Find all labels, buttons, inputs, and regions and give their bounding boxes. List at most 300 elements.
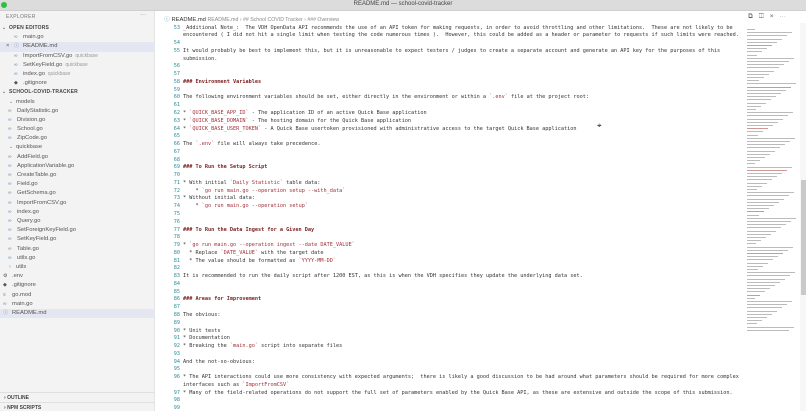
line-number: 70	[173, 172, 180, 179]
file-item[interactable]	[0, 226, 155, 235]
text-segment: *	[183, 117, 190, 124]
inline-code: `QUICK_BASE_APP_ID`	[189, 109, 249, 116]
text-segment: file will always take precedence.	[214, 141, 321, 148]
mouse-cursor: ⌖	[597, 121, 602, 130]
minimap-line	[747, 320, 762, 321]
text-segment: * Without initial data:	[183, 195, 255, 202]
file-name: ZipCode.go	[17, 135, 47, 142]
code-line[interactable]	[183, 227, 314, 235]
line-number: 82	[173, 265, 180, 272]
info-icon: ⓘ	[3, 309, 9, 316]
open-preview-icon[interactable]: ⧉	[748, 13, 759, 20]
markdown-heading: ### Areas for Improvement	[183, 296, 262, 303]
minimap-line	[747, 279, 785, 280]
go-icon: ∞	[8, 227, 12, 234]
line-number: 53	[173, 24, 180, 31]
file-item[interactable]	[0, 208, 155, 217]
file-item[interactable]	[0, 199, 155, 208]
line-number: 92	[173, 343, 180, 350]
minimap-line	[747, 35, 787, 36]
code-line[interactable]	[183, 195, 255, 203]
file-item[interactable]	[0, 125, 155, 134]
minimap-line	[747, 125, 773, 126]
line-number: 89	[173, 319, 180, 326]
npm-scripts-section[interactable]: › NPM SCRIPTS	[0, 402, 155, 412]
line-number	[156, 382, 180, 390]
text-segment: * The API interactions could use more consistency with expected arguments; there is likely a good discussion to be had around what parameters should be required for more complex	[183, 374, 739, 381]
open-editor-item[interactable]	[0, 61, 155, 70]
minimap-line	[747, 282, 780, 283]
line-number: 95	[173, 366, 180, 373]
code-editor[interactable]	[156, 23, 744, 411]
minimap-line	[747, 186, 762, 187]
file-item[interactable]	[0, 272, 155, 281]
open-editors-section[interactable]	[0, 24, 155, 33]
open-editor-item[interactable]	[0, 33, 155, 42]
chevron-down-icon: ⌄	[2, 25, 7, 31]
text-segment: The	[183, 141, 196, 148]
code-line[interactable]	[183, 164, 267, 172]
line-number: 69	[173, 164, 180, 171]
go-icon: ∞	[8, 181, 12, 188]
go-icon: ∞	[3, 300, 7, 307]
text-segment: - A Quick Base usertoken provisioned with administrative access to the target Quick Base application	[261, 125, 577, 132]
breadcrumb-file[interactable]: README.md	[207, 17, 239, 23]
minimap-line	[747, 234, 771, 235]
code-line[interactable]	[183, 328, 220, 336]
text-segment: * Replace	[183, 249, 221, 256]
minimap-line	[747, 112, 793, 113]
breadcrumb-section[interactable]: ## School COVID Tracker	[243, 17, 303, 23]
minimap-line	[747, 147, 780, 148]
minimap-line	[747, 221, 791, 222]
file-item[interactable]	[0, 217, 155, 226]
line-number: 99	[173, 405, 180, 411]
go-icon: ∞	[8, 162, 12, 169]
code-line[interactable]	[183, 335, 230, 343]
inline-code: `.env`	[195, 141, 215, 148]
text-segment: file at the project root:	[507, 94, 590, 101]
go-icon: ∞	[8, 153, 12, 160]
minimap-line	[747, 109, 756, 110]
file-name: README.md	[12, 309, 47, 316]
explorer-header: EXPLORER	[6, 14, 36, 20]
line-number: 75	[173, 210, 180, 217]
minimap-line	[747, 83, 796, 84]
minimap[interactable]	[744, 23, 798, 411]
file-item[interactable]	[0, 245, 155, 254]
minimap-line	[747, 67, 779, 68]
more-icon[interactable]: ⋯	[779, 13, 792, 20]
file-name: Query.go	[17, 217, 41, 224]
text-segment: script into separate files	[257, 343, 343, 350]
file-item[interactable]	[0, 300, 155, 309]
minimap-line	[747, 323, 757, 324]
text-segment: * With initial	[183, 179, 230, 186]
line-number: 60	[173, 94, 180, 101]
minimap-line	[747, 307, 782, 308]
inline-code: `YYYY-MM-DD`	[298, 257, 337, 264]
minimap-line	[747, 71, 774, 72]
code-line[interactable]	[183, 118, 411, 126]
minimap-line	[747, 154, 770, 155]
file-name: SetForeignKeyField.go	[17, 227, 76, 234]
inline-code: `go run main.go --operation ingest --date DATE_VALUE`	[189, 242, 355, 249]
text-segment: * Breaking the	[183, 343, 230, 350]
line-number: 61	[173, 102, 180, 109]
file-name: main.go	[23, 34, 44, 41]
file-item[interactable]	[0, 254, 155, 263]
file-name: Table.go	[17, 245, 39, 252]
text-segment: interfaces such as	[183, 381, 243, 388]
line-number: 85	[173, 288, 180, 295]
minimap-line	[747, 269, 758, 270]
code-line[interactable]	[183, 79, 261, 87]
code-line[interactable]	[183, 273, 583, 281]
npm-scripts-label: NPM SCRIPTS	[7, 405, 42, 411]
code-line[interactable]	[183, 343, 342, 351]
text-segment: * Unit tests	[183, 327, 221, 334]
line-number: 57	[173, 71, 180, 78]
inline-code: `QUICK_BASE_USER_TOKEN`	[189, 125, 262, 132]
markdown-heading: ### To Run the Data Ingest for a Given Day	[183, 226, 315, 233]
line-number: 58	[173, 78, 180, 85]
file-item[interactable]	[0, 180, 155, 189]
line-number: 72	[173, 187, 180, 194]
code-line[interactable]	[183, 203, 308, 211]
minimap-line	[747, 330, 789, 331]
file-name: README.md	[23, 43, 58, 50]
outline-section[interactable]: › OUTLINE	[0, 392, 155, 402]
go-icon: ∞	[8, 190, 12, 197]
minimap-line	[747, 189, 757, 190]
minimap-line	[747, 256, 778, 257]
git-icon: ◆	[3, 282, 7, 289]
line-number: 73	[173, 195, 180, 202]
minimap-line	[747, 99, 771, 100]
code-line[interactable]	[183, 126, 577, 134]
minimap-line	[747, 195, 789, 196]
minimap-line	[747, 218, 796, 219]
minimap-line	[747, 128, 768, 129]
line-number: 96	[173, 374, 180, 381]
code-line[interactable]	[183, 250, 324, 258]
folder-name: quickbase	[16, 144, 43, 151]
file-name: utils.go	[17, 254, 36, 261]
minimap-line	[747, 192, 794, 193]
minimap-line	[747, 163, 755, 164]
line-number: 55	[173, 47, 180, 54]
tab-readme[interactable]: README.md	[171, 17, 206, 23]
minimap-line	[747, 237, 766, 238]
more-actions-button[interactable]: ···	[140, 12, 146, 18]
folder-name: models	[16, 98, 35, 105]
minimap-line	[747, 157, 765, 158]
code-line[interactable]	[183, 359, 255, 367]
text-segment: *	[183, 187, 202, 194]
minimap-line	[747, 253, 783, 254]
minimap-line	[747, 275, 790, 276]
minimap-line	[747, 160, 760, 161]
go-icon: ∞	[14, 61, 18, 68]
chevron-down-icon: ⌄	[2, 89, 7, 96]
code-line[interactable]	[183, 312, 220, 320]
minimap-line	[747, 51, 762, 52]
inline-code: `QUICK_BASE_DOMAIN`	[189, 117, 249, 124]
minimap-line	[747, 231, 776, 232]
minimap-line	[747, 183, 767, 184]
minimap-line	[747, 295, 760, 296]
code-line[interactable]	[183, 180, 320, 188]
minimap-line	[747, 119, 783, 120]
minimap-line	[747, 93, 781, 94]
open-editor-item[interactable]	[0, 52, 155, 61]
line-number: 87	[173, 304, 180, 311]
minimap-line	[747, 39, 782, 40]
line-number: 59	[173, 86, 180, 93]
line-number: 83	[173, 273, 180, 280]
file-item[interactable]	[0, 171, 155, 180]
file-item[interactable]	[0, 153, 155, 162]
folder-item[interactable]	[0, 143, 155, 152]
file-item[interactable]	[0, 235, 155, 244]
minimap-line	[747, 48, 767, 49]
minimap-line	[747, 314, 772, 315]
line-number: 56	[173, 63, 180, 70]
inline-code: `go run main.go --operation setup --with_data`	[201, 187, 346, 194]
close-icon[interactable]: ×	[6, 43, 10, 50]
minimap-line	[747, 106, 761, 107]
minimap-line	[747, 151, 775, 152]
explorer-sidebar	[0, 11, 155, 411]
text-segment: The obvious:	[183, 311, 221, 318]
go-icon: ∞	[8, 172, 12, 179]
text-segment: *	[183, 242, 190, 249]
window-title: README.md — school-covid-tracker	[353, 1, 453, 7]
line-number: 94	[173, 358, 180, 365]
go-icon: ∞	[8, 199, 12, 206]
minimap-line	[747, 250, 788, 251]
section-label: SCHOOL-COVID-TRACKER	[9, 89, 78, 96]
line-number	[156, 56, 180, 64]
minimap-line	[747, 144, 785, 145]
minimap-line	[747, 240, 761, 241]
breadcrumb: ⓘ README.md README.md › ## School COVID Tracker › ### Overview	[164, 17, 340, 23]
code-line[interactable]	[183, 48, 720, 56]
minimap-line	[747, 266, 763, 267]
chevron-down-icon: ⌄	[9, 144, 14, 151]
inline-code: `.env`	[489, 94, 508, 101]
text-segment: It would probably be best to implement this, but it is unreasonable to expect testers / judges to create a separate account and generate an API key for the purposes of this	[183, 47, 721, 54]
code-line[interactable]	[183, 94, 589, 102]
go-icon: ∞	[14, 70, 18, 77]
file-name: .gitignore	[23, 80, 47, 87]
go-icon: ∞	[8, 245, 12, 252]
outline-label: OUTLINE	[7, 395, 30, 401]
code-line[interactable]	[183, 374, 739, 382]
git-icon: ◆	[14, 80, 18, 87]
code-line[interactable]	[183, 390, 733, 398]
minimap-line	[747, 179, 772, 180]
minimap-line	[747, 77, 764, 78]
breadcrumb-subsection[interactable]: ### Overview	[307, 17, 340, 23]
text-segment: _Additional Note_: The VDH OpenData API recommends the use of an API token for making requests, in order to avoid throttling and other limitations. These are not likely to be	[183, 24, 733, 31]
line-number: 88	[173, 311, 180, 318]
info-icon: ⓘ	[164, 17, 170, 23]
line-number: 64	[173, 125, 180, 132]
mod-icon: ≡	[3, 291, 6, 298]
scrollbar-thumb[interactable]	[801, 180, 806, 295]
line-number: 79	[173, 242, 180, 249]
code-line[interactable]	[183, 141, 320, 149]
minimap-line	[747, 288, 770, 289]
go-icon: ∞	[8, 208, 12, 215]
file-item[interactable]	[0, 162, 155, 171]
code-line[interactable]	[183, 56, 217, 64]
text-segment: *	[183, 203, 202, 210]
go-icon: ∞	[8, 126, 12, 133]
folder-item[interactable]	[0, 98, 155, 107]
section-label: OPEN EDITORS	[9, 25, 50, 31]
file-name: Field.go	[17, 181, 38, 188]
split-editor-icon[interactable]: ◫	[758, 13, 770, 20]
minimap-line	[747, 211, 764, 212]
minimap-line	[747, 141, 790, 142]
file-name: AddField.go	[17, 153, 48, 160]
file-name: GetSchema.go	[17, 190, 56, 197]
file-name: index.go	[23, 70, 45, 77]
code-line[interactable]	[183, 296, 261, 304]
folder-hint: quickbase	[47, 70, 71, 77]
minimap-line	[747, 90, 786, 91]
line-number: 97	[173, 389, 180, 396]
code-line[interactable]	[183, 32, 739, 40]
inline-code: `ImportFromCSV`	[242, 381, 290, 388]
file-name: DailyStatistic.go	[17, 107, 59, 114]
go-icon: ∞	[8, 236, 12, 243]
minimap-line	[747, 199, 784, 200]
line-number: 91	[173, 335, 180, 342]
minimap-line	[747, 311, 777, 312]
code-line[interactable]	[183, 110, 427, 118]
code-line[interactable]	[183, 382, 289, 390]
line-number: 65	[173, 133, 180, 140]
inline-code: `DATE_VALUE`	[220, 249, 258, 256]
minimap-line	[747, 208, 769, 209]
line-number: 74	[173, 203, 180, 210]
open-editor-item[interactable]	[0, 42, 155, 51]
minimap-line	[747, 205, 774, 206]
inline-code: `go run main.go --operation setup`	[201, 203, 308, 210]
chevron-right-icon: ›	[9, 263, 11, 270]
text-segment: * Many of the field-related operations do not support the full set of parameters enabled by the Quick Base API, as these are extensive and outside the scope of this submission.	[183, 389, 733, 396]
project-section[interactable]	[0, 88, 155, 97]
minimap-line	[747, 135, 758, 136]
close-icon[interactable]: ×	[769, 13, 780, 20]
code-line[interactable]	[183, 188, 345, 196]
file-item[interactable]	[0, 189, 155, 198]
folder-name: utils	[16, 263, 27, 270]
file-name: ApplicationVariable.go	[17, 162, 75, 169]
file-name: .env	[12, 273, 23, 280]
line-number: 80	[173, 249, 180, 256]
open-editor-item[interactable]	[0, 79, 155, 88]
file-name: School.go	[17, 126, 43, 133]
minimap-line	[747, 215, 759, 216]
line-number: 98	[173, 397, 180, 404]
file-name: go.mod	[12, 291, 32, 298]
file-item[interactable]	[0, 309, 155, 318]
text-segment: *	[183, 125, 190, 132]
folder-hint: quickbase	[65, 61, 88, 68]
minimap-line	[747, 131, 763, 132]
minimap-line	[747, 298, 755, 299]
file-name: SetKeyField.go	[17, 236, 57, 243]
file-name: main.go	[12, 300, 33, 307]
minimap-line	[747, 45, 772, 46]
minimap-line	[747, 202, 779, 203]
file-name: index.go	[17, 208, 39, 215]
file-item[interactable]	[0, 134, 155, 143]
file-name: Division.go	[17, 116, 46, 123]
file-name: ImportFromCSV.go	[17, 199, 67, 206]
code-line[interactable]	[183, 25, 733, 33]
minimap-line	[747, 247, 793, 248]
info-icon: ⓘ	[14, 43, 20, 50]
text-segment: And the not-so-obvious:	[183, 358, 255, 365]
inline-code: `main.go`	[229, 343, 258, 350]
code-line[interactable]	[183, 242, 355, 250]
minimap-line	[747, 263, 768, 264]
file-name: ImportFromCSV.go	[23, 52, 73, 59]
line-number: 71	[173, 179, 180, 186]
minimap-line	[747, 291, 765, 292]
markdown-heading: ### Environment Variables	[183, 78, 262, 85]
text-segment: table data:	[282, 179, 321, 186]
file-item[interactable]	[0, 107, 155, 116]
markdown-heading: ### To Run the Setup Script	[183, 164, 268, 171]
text-segment: It is recommended to run the daily script after 1200 EST, as this is when the VDH specifies they update the underlying data set.	[183, 273, 583, 280]
minimap-line	[747, 87, 791, 88]
gear-icon: ⚙	[3, 273, 8, 280]
open-editor-item[interactable]	[0, 70, 155, 79]
line-number: 68	[173, 156, 180, 163]
folder-item[interactable]	[0, 263, 155, 272]
minimap-line	[747, 80, 759, 81]
minimap-line	[747, 96, 776, 97]
line-number: 90	[173, 327, 180, 334]
line-number	[156, 32, 180, 40]
minimap-line	[747, 74, 769, 75]
minimap-line	[747, 176, 777, 177]
code-line[interactable]	[183, 258, 336, 266]
line-number: 54	[173, 40, 180, 47]
line-number: 67	[173, 148, 180, 155]
go-icon: ∞	[8, 254, 12, 261]
minimap-line	[747, 285, 775, 286]
go-icon: ∞	[14, 52, 18, 59]
text-segment: encountered ( I did not hit a single limit when testing the code numerous times ). However, this could be added as a header or parameter to requests if such limits were reached.	[183, 32, 739, 39]
folder-hint: quickbase	[75, 52, 98, 59]
file-item[interactable]	[0, 291, 155, 300]
line-number: 63	[173, 117, 180, 124]
file-item[interactable]	[0, 281, 155, 290]
go-icon: ∞	[8, 217, 12, 224]
file-item[interactable]	[0, 116, 155, 125]
minimap-line	[747, 301, 792, 302]
line-number: 62	[173, 109, 180, 116]
file-name: SetKeyField.go	[23, 61, 63, 68]
